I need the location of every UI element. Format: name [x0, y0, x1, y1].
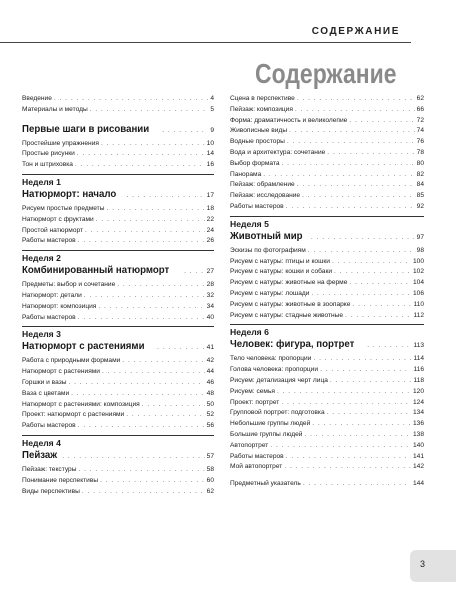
toc-entry[interactable]: Предметы: выбор и сочетание . . . 28	[22, 280, 214, 291]
divider	[22, 174, 214, 175]
toc-entry[interactable]: Виды перспективы . . . 62	[22, 487, 214, 498]
toc-entry[interactable]: Рисуем: семья . . . 120	[230, 387, 424, 398]
week-label: Неделя 2	[22, 253, 61, 264]
toc-entry[interactable]: Рисуем с натуры: кошки и собаки . . . 102	[230, 267, 424, 278]
section-title[interactable]: Натюрморт с растениями . . . 41	[22, 339, 214, 355]
toc-entry[interactable]: Форма: драматичность и великолепие . . . 72	[230, 116, 424, 127]
toc-entry[interactable]: Автопортрет . . . 140	[230, 441, 424, 452]
toc-entry[interactable]: Рисуем простые предметы . . . 18	[22, 204, 214, 215]
toc-entry[interactable]: Пейзаж: исследование . . . 85	[230, 191, 424, 202]
toc-entry[interactable]: Введение . . . 4	[22, 94, 214, 105]
toc-entry[interactable]: Горшки и вазы . . . 46	[22, 378, 214, 389]
section-title[interactable]: Натюрморт: начало . . . 17	[22, 187, 214, 203]
divider	[22, 326, 214, 327]
section-title[interactable]: Пейзаж . . . 57	[22, 448, 214, 464]
page-number-tab	[410, 550, 456, 582]
section-title[interactable]: Первые шаги в рисовании . . . 9	[22, 122, 214, 138]
toc-entry[interactable]: Работы мастеров . . . 141	[230, 452, 424, 463]
toc-entry[interactable]: Натюрморт: детали . . . 32	[22, 291, 214, 302]
toc-entry[interactable]: Рисуем с натуры: животные на ферме . . . 104	[230, 278, 424, 289]
toc-entry[interactable]: Рисуем с натуры: лошади . . . 106	[230, 289, 424, 300]
toc-entry[interactable]: Проект: портрет . . . 124	[230, 398, 424, 409]
divider	[22, 435, 214, 436]
toc-entry[interactable]: Рисуем: детализация черт лица . . . 118	[230, 376, 424, 387]
page-number: 3	[420, 559, 426, 569]
toc-entry-index[interactable]: Предметный указатель . . . 144	[230, 479, 424, 490]
toc-entry[interactable]: Рисуем с натуры: птицы и кошки . . . 100	[230, 257, 424, 268]
toc-entry[interactable]: Тон и штриховка . . . 16	[22, 160, 214, 171]
toc-entry[interactable]: Простые рисунки . . . 14	[22, 149, 214, 160]
divider	[230, 216, 424, 217]
toc-entry[interactable]: Живописные виды . . . 74	[230, 126, 424, 137]
toc-entry[interactable]: Рисуем с натуры: стадные животные . . . 112	[230, 311, 424, 322]
divider	[22, 250, 214, 251]
toc-entry[interactable]: Выбор формата . . . 80	[230, 159, 424, 170]
page-title: Содержание	[254, 58, 396, 89]
toc-entry[interactable]: Проект: натюрморт с растениями . . . 52	[22, 410, 214, 421]
week-label: Неделя 1	[22, 176, 61, 187]
toc-right-column	[230, 94, 424, 490]
toc-entry[interactable]: Материалы и методы . . . 5	[22, 105, 214, 116]
toc-entry[interactable]: Тело человека: пропорции . . . 114	[230, 354, 424, 365]
section-title[interactable]: Человек: фигура, портрет . . . 113	[230, 337, 424, 353]
toc-entry[interactable]: Простой натюрморт . . . 24	[22, 226, 214, 237]
toc-entry[interactable]: Небольшие группы людей . . . 136	[230, 419, 424, 430]
toc-entry[interactable]: Понимание перспективы . . . 60	[22, 476, 214, 487]
toc-entry[interactable]: Ваза с цветами . . . 48	[22, 389, 214, 400]
toc-entry[interactable]: Натюрморт с фруктами . . . 22	[22, 215, 214, 226]
toc-entry[interactable]: Работы мастеров . . . 26	[22, 236, 214, 247]
divider	[230, 324, 424, 325]
toc-entry[interactable]: Групповой портрет: подготовка . . . 134	[230, 408, 424, 419]
toc-entry[interactable]: Пейзаж: текстуры . . . 58	[22, 465, 214, 476]
toc-entry[interactable]: Панорама . . . 82	[230, 170, 424, 181]
week-label: Неделя 4	[22, 437, 61, 448]
toc-entry[interactable]: Натюрморт с растениями: композиция . . . 50	[22, 400, 214, 411]
toc-entry[interactable]: Работы мастеров . . . 56	[22, 421, 214, 432]
week-label: Неделя 5	[230, 218, 269, 229]
toc-entry[interactable]: Пейзаж: композиция . . . 66	[230, 105, 424, 116]
toc-entry[interactable]: Рисуем с натуры: животные в зоопарке . . . 110	[230, 300, 424, 311]
toc-entry[interactable]: Натюрморт: композиция . . . 34	[22, 302, 214, 313]
week-label: Неделя 3	[22, 329, 61, 340]
toc-entry[interactable]: Простейшие упражнения . . . 10	[22, 139, 214, 150]
toc-entry[interactable]: Эскизы по фотографиям . . . 98	[230, 246, 424, 257]
toc-entry[interactable]: Вода и архитектура: сочетание . . . 78	[230, 148, 424, 159]
toc-entry[interactable]: Работы мастеров . . . 92	[230, 202, 424, 213]
header-rule	[0, 42, 411, 43]
toc-entry[interactable]: Натюрморт с растениями . . . 44	[22, 367, 214, 378]
toc-entry[interactable]: Мой автопортрет . . . 142	[230, 462, 424, 473]
toc-entry[interactable]: Работа с природными формами . . . 42	[22, 356, 214, 367]
section-title[interactable]: Животный мир . . . 97	[230, 229, 424, 245]
toc-entry[interactable]: Сцена в перспективе . . . 62	[230, 94, 424, 105]
toc-entry[interactable]: Большие группы людей . . . 138	[230, 430, 424, 441]
toc-left-column	[22, 94, 214, 497]
week-label: Неделя 6	[230, 327, 269, 338]
toc-entry[interactable]: Водные просторы . . . 76	[230, 137, 424, 148]
running-header: СОДЕРЖАНИЕ	[311, 26, 400, 37]
toc-entry[interactable]: Работы мастеров . . . 40	[22, 313, 214, 324]
toc-entry[interactable]: Пейзаж: обрамление . . . 84	[230, 180, 424, 191]
section-title[interactable]: Комбинированный натюрморт . . . 27	[22, 263, 214, 279]
toc-entry[interactable]: Голова человека: пропорции . . . 116	[230, 365, 424, 376]
